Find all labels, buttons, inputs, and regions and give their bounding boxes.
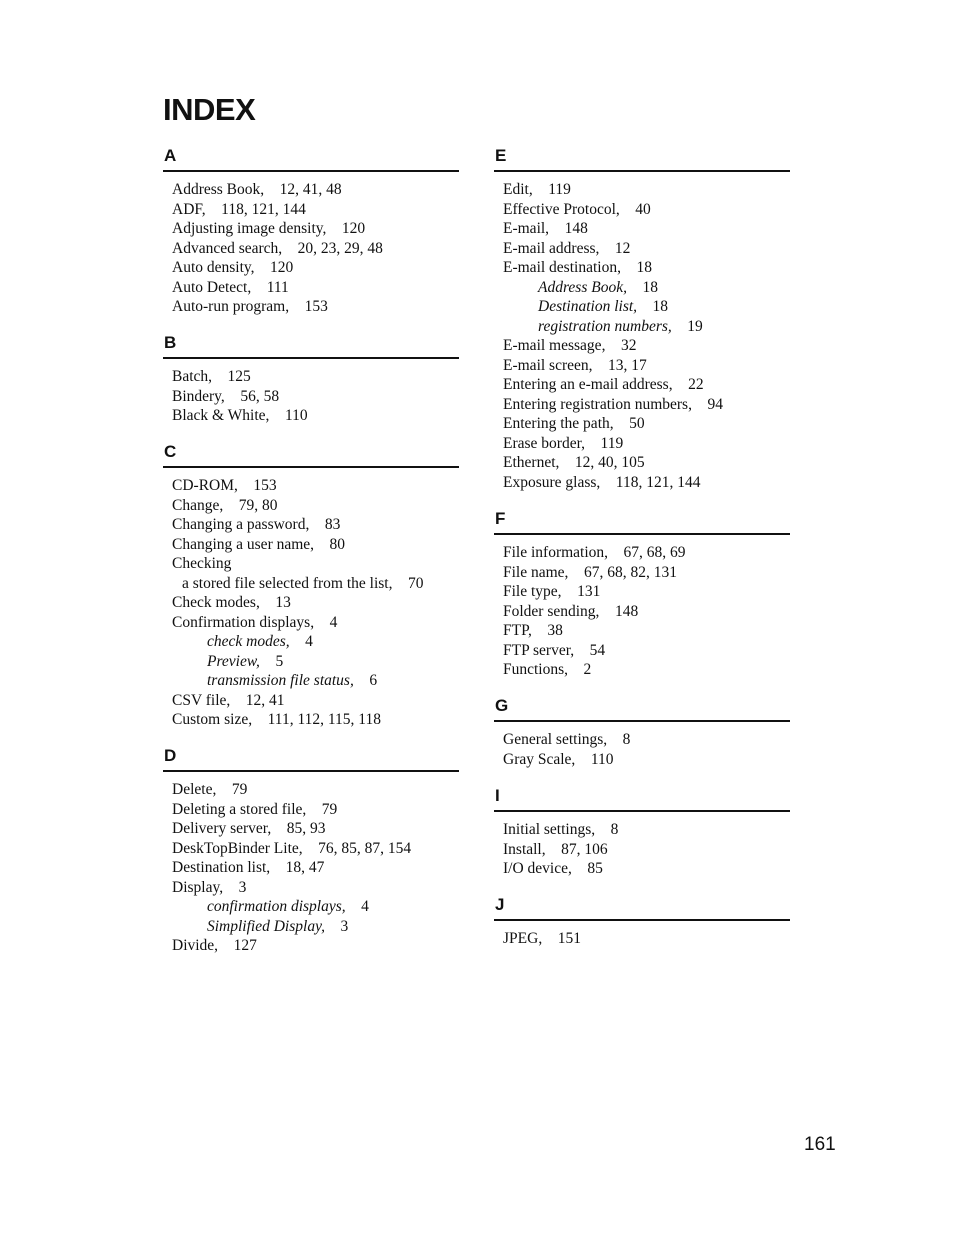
section-letter: F [495, 509, 506, 528]
entry-term: FTP server, [503, 641, 575, 659]
entry-term: Auto-run program, [172, 298, 290, 315]
index-entry [494, 582, 790, 602]
index-entry [163, 593, 459, 613]
entry-term: Effective Protocol, [503, 200, 620, 218]
index-entry [494, 660, 790, 680]
index-entry [163, 613, 459, 633]
index-entry [163, 387, 459, 407]
index-entry [163, 219, 459, 239]
section-divider [494, 533, 790, 535]
entry-pages: 153 [253, 477, 277, 494]
entry-term: File name, [503, 563, 569, 581]
entry-pages: 79 [321, 800, 338, 818]
page-title: INDEX [163, 92, 256, 127]
entry-pages: 67, 68, 69 [623, 544, 686, 561]
index-subentry [163, 652, 459, 672]
entry-pages: 18 [652, 298, 669, 315]
index-entry [163, 780, 459, 800]
entry-term: E-mail destination, [503, 259, 621, 276]
index-entry [163, 258, 459, 278]
entry-term: Bindery, [172, 387, 225, 405]
section-letter: G [495, 696, 509, 715]
entry-term: Changing a user name, [172, 535, 315, 553]
entry-pages: 85, 93 [286, 820, 326, 837]
entry-pages: 3 [340, 917, 349, 935]
entry-term: Divide, [172, 937, 219, 954]
entry-pages: 18 [636, 259, 652, 276]
entry-term: Change, [172, 496, 224, 514]
entry-pages: 12, 40, 105 [574, 454, 645, 471]
index-entry [494, 602, 790, 622]
entry-list [163, 367, 459, 426]
entry-term: Gray Scale, [503, 750, 576, 768]
entry-pages: 4 [361, 898, 369, 915]
index-entry [494, 641, 790, 661]
index-subentry [163, 897, 459, 917]
index-entry [163, 858, 459, 878]
index-subentry [163, 632, 459, 652]
entry-term: Changing a password, [172, 516, 310, 533]
index-entry [494, 180, 790, 200]
index-section-f [494, 509, 790, 680]
entry-term: CSV file, [172, 691, 231, 709]
index-entry [163, 200, 459, 220]
entry-term: Entering the path, [503, 415, 614, 432]
entry-pages: 40 [635, 200, 651, 218]
entry-pages: 148 [564, 220, 588, 237]
index-section-e [494, 146, 790, 492]
entry-pages: 118, 121, 144 [615, 473, 701, 491]
index-section-c [163, 442, 459, 730]
index-entry [163, 819, 459, 839]
entry-pages: 125 [227, 368, 251, 385]
entry-pages: 80 [329, 535, 346, 553]
index-entry [163, 239, 459, 259]
entry-term: Auto Detect, [172, 278, 252, 296]
section-divider [494, 720, 790, 722]
index-entry [163, 554, 459, 574]
section-divider [163, 770, 459, 772]
index-entry [494, 840, 790, 860]
entry-list [163, 780, 459, 956]
index-entry [163, 710, 459, 730]
entry-pages: 67, 68, 82, 131 [583, 563, 677, 581]
entry-term: Confirmation displays, [172, 613, 315, 631]
entry-term: Adjusting image density, [172, 220, 327, 237]
entry-term: Delivery server, [172, 820, 272, 837]
entry-term: Destination list, [172, 859, 271, 876]
index-subentry [163, 917, 459, 937]
entry-term: Preview, [207, 652, 260, 670]
entry-pages: 85 [587, 860, 603, 877]
entry-pages: 4 [305, 633, 313, 650]
index-entry [494, 336, 790, 356]
index-section-a [163, 146, 459, 317]
entry-term: File information, [503, 544, 609, 561]
entry-term: registration numbers, [538, 317, 672, 335]
entry-term: I/O device, [503, 860, 572, 877]
entry-pages: 13 [275, 594, 291, 611]
index-entry [163, 180, 459, 200]
section-divider [163, 466, 459, 468]
index-section-j [494, 895, 790, 949]
index-entry [163, 691, 459, 711]
entry-pages: 54 [589, 641, 606, 659]
entry-pages: 79, 80 [238, 496, 278, 514]
section-letter: I [495, 786, 500, 805]
entry-pages: 70 [407, 574, 424, 592]
entry-pages: 111 [266, 278, 289, 296]
index-entry [163, 515, 459, 535]
index-entry [494, 356, 790, 376]
entry-pages: 38 [547, 622, 563, 639]
entry-pages: 110 [284, 407, 308, 424]
index-entry [494, 473, 790, 493]
section-letter: C [164, 442, 177, 461]
entry-term: E-mail message, [503, 337, 606, 354]
entry-term: General settings, [503, 731, 608, 748]
entry-pages: 12, 41, 48 [279, 181, 342, 198]
entry-pages: 111, 112, 115, 118 [267, 711, 381, 728]
section-divider [163, 170, 459, 172]
index-subentry [494, 278, 790, 298]
entry-pages: 148 [614, 602, 639, 620]
entry-term: File type, [503, 583, 562, 600]
entry-pages: 6 [369, 672, 378, 689]
entry-term: confirmation displays, [207, 898, 346, 915]
entry-pages: 151 [557, 930, 581, 947]
entry-pages: 120 [270, 259, 294, 276]
index-entry [494, 375, 790, 395]
entry-pages: 119 [600, 434, 624, 452]
entry-term: Auto density, [172, 259, 255, 276]
entry-pages: 131 [577, 583, 601, 600]
entry-pages: 94 [707, 395, 723, 413]
entry-term: E-mail address, [503, 239, 600, 257]
index-subentry [494, 297, 790, 317]
section-letter: E [495, 146, 507, 165]
entry-term: transmission file status, [207, 672, 354, 689]
entry-pages: 50 [629, 415, 645, 432]
section-letter: A [164, 146, 177, 165]
index-entry [163, 476, 459, 496]
entry-term: E-mail, [503, 220, 550, 237]
entry-term: Custom size, [172, 711, 253, 728]
section-divider [494, 170, 790, 172]
entry-pages: 32 [620, 337, 637, 354]
index-entry [494, 239, 790, 259]
index-entry [494, 453, 790, 473]
entry-term: Install, [503, 840, 546, 858]
index-entry [494, 434, 790, 454]
entry-pages: 4 [329, 613, 338, 631]
entry-term: Check modes, [172, 594, 260, 611]
index-section-i [494, 786, 790, 879]
entry-term: Initial settings, [503, 821, 596, 838]
entry-term: Entering registration numbers, [503, 395, 692, 413]
entry-term: Checking [172, 555, 232, 572]
index-entry [494, 730, 790, 750]
index-entry [163, 839, 459, 859]
index-entry [494, 563, 790, 583]
entry-pages: 18, 47 [285, 859, 325, 876]
entry-pages: 118, 121, 144 [221, 200, 306, 218]
index-entry [163, 278, 459, 298]
entry-pages: 3 [238, 878, 247, 896]
entry-pages: 120 [341, 220, 366, 237]
entry-pages: 56, 58 [240, 387, 280, 405]
entry-pages: 153 [304, 298, 328, 315]
entry-term: Exposure glass, [503, 473, 601, 491]
entry-list [163, 476, 459, 730]
index-entry [163, 878, 459, 898]
entry-pages: 79 [231, 781, 248, 798]
entry-pages: 12 [614, 239, 631, 257]
index-entry [163, 367, 459, 387]
section-divider [494, 810, 790, 812]
entry-pages: 20, 23, 29, 48 [297, 239, 383, 257]
entry-term: FTP, [503, 622, 532, 639]
index-section-b [163, 333, 459, 426]
entry-term: Destination list, [538, 298, 638, 315]
entry-pages: 8 [622, 731, 631, 748]
page-number: 161 [804, 1134, 836, 1155]
entry-pages: 119 [548, 181, 571, 198]
entry-term: Folder sending, [503, 602, 600, 620]
index-subentry [494, 317, 790, 337]
entry-list [494, 929, 790, 949]
entry-term: Delete, [172, 781, 217, 798]
index-subentry [163, 671, 459, 691]
entry-pages: 87, 106 [561, 840, 608, 858]
index-entry [494, 859, 790, 879]
entry-term: Ethernet, [503, 454, 560, 471]
section-letter: J [495, 895, 505, 914]
index-entry [494, 414, 790, 434]
index-entry [494, 621, 790, 641]
section-letter: D [164, 746, 177, 765]
entry-term: Erase border, [503, 434, 586, 452]
entry-list [494, 543, 790, 680]
entry-term: Deleting a stored file, [172, 800, 307, 818]
entry-pages: 19 [687, 317, 703, 335]
entry-term: Address Book, [538, 278, 627, 296]
entry-pages: 83 [324, 516, 341, 533]
entry-term: a stored file selected from the list, [182, 574, 393, 592]
entry-pages: 5 [275, 652, 284, 670]
index-section-g [494, 696, 790, 769]
entry-list [163, 180, 459, 317]
entry-pages: 12, 41 [245, 691, 285, 709]
section-divider [163, 357, 459, 359]
entry-term: Simplified Display, [207, 917, 325, 935]
index-entry [494, 219, 790, 239]
entry-term: Functions, [503, 661, 569, 678]
entry-pages: 127 [233, 937, 257, 954]
entry-pages: 110 [590, 750, 614, 768]
index-entry [494, 543, 790, 563]
entry-pages: 2 [583, 661, 592, 678]
index-entry [494, 820, 790, 840]
section-divider [494, 919, 790, 921]
index-entry [163, 496, 459, 516]
index-entry [163, 406, 459, 426]
index-section-d [163, 746, 459, 956]
index-entry [163, 535, 459, 555]
entry-term: Advanced search, [172, 239, 283, 257]
entry-term: Entering an e-mail address, [503, 376, 673, 393]
entry-term: ADF, [172, 200, 206, 218]
entry-list [494, 180, 790, 492]
entry-list [494, 730, 790, 769]
entry-term: CD-ROM, [172, 477, 238, 494]
entry-term: Edit, [503, 181, 533, 198]
entry-pages: 13, 17 [608, 356, 647, 374]
index-entry [163, 800, 459, 820]
index-entry [494, 750, 790, 770]
entry-term: check modes, [207, 633, 290, 650]
entry-term: Address Book, [172, 181, 265, 198]
entry-pages: 76, 85, 87, 154 [318, 839, 412, 857]
entry-term: Black & White, [172, 407, 270, 424]
entry-term: JPEG, [503, 930, 543, 947]
index-entry [163, 297, 459, 317]
section-letter: B [164, 333, 177, 352]
entry-pages: 8 [610, 821, 619, 838]
entry-term: E-mail screen, [503, 356, 593, 374]
index-entry [163, 574, 459, 594]
entry-pages: 22 [688, 376, 704, 393]
index-entry [494, 929, 790, 949]
index-entry [163, 936, 459, 956]
entry-term: Display, [172, 878, 224, 896]
entry-pages: 18 [642, 278, 658, 296]
entry-term: DeskTopBinder Lite, [172, 839, 303, 857]
index-entry [494, 200, 790, 220]
entry-term: Batch, [172, 368, 213, 385]
entry-list [494, 820, 790, 879]
index-entry [494, 395, 790, 415]
index-entry [494, 258, 790, 278]
